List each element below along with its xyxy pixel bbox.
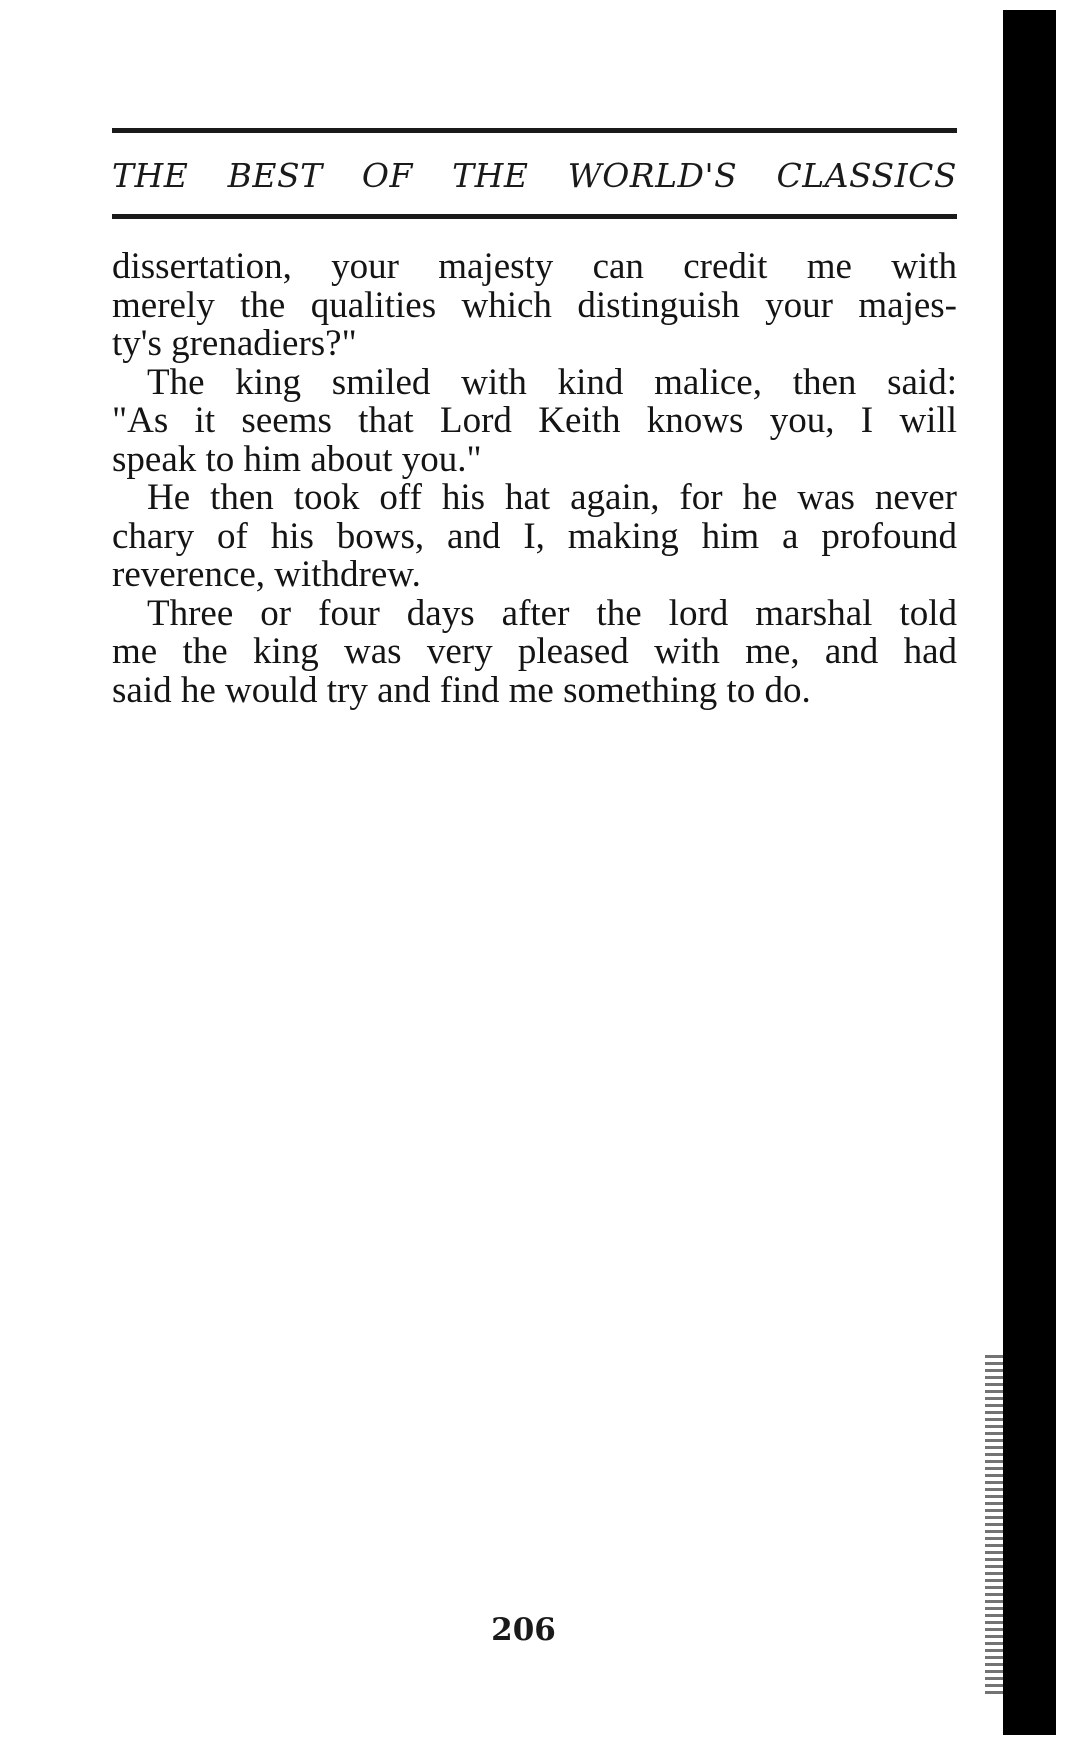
header-rule-bottom — [112, 214, 957, 219]
text-line: me the king was very pleased with me, and had — [112, 633, 957, 672]
text-line: The king smiled with kind malice, then said: — [147, 363, 957, 402]
scanned-page-edge — [1003, 10, 1056, 1735]
text-line: dissertation, your majesty can credit me with — [112, 248, 957, 287]
text-line: reverence, withdrew. — [112, 556, 421, 595]
body-text — [112, 248, 957, 710]
header-rule-top — [112, 128, 957, 133]
text-line: chary of his bows, and I, making him a profound — [112, 517, 957, 556]
text-line: said he would try and find me something to do. — [112, 671, 811, 710]
text-line: Three or four days after the lord marshal told — [147, 594, 957, 633]
text-line: merely the qualities which distinguish your majes- — [112, 286, 957, 325]
page-number: 206 — [491, 1612, 556, 1648]
text-line: "As it seems that Lord Keith knows you, I will — [112, 402, 957, 441]
text-line: speak to him about you." — [112, 440, 482, 479]
text-line: He then took off his hat again, for he was never — [147, 479, 957, 518]
text-line: ty's grenadiers?" — [112, 325, 357, 364]
running-head: THE BEST OF THE WORLD'S CLASSICS — [112, 156, 957, 195]
